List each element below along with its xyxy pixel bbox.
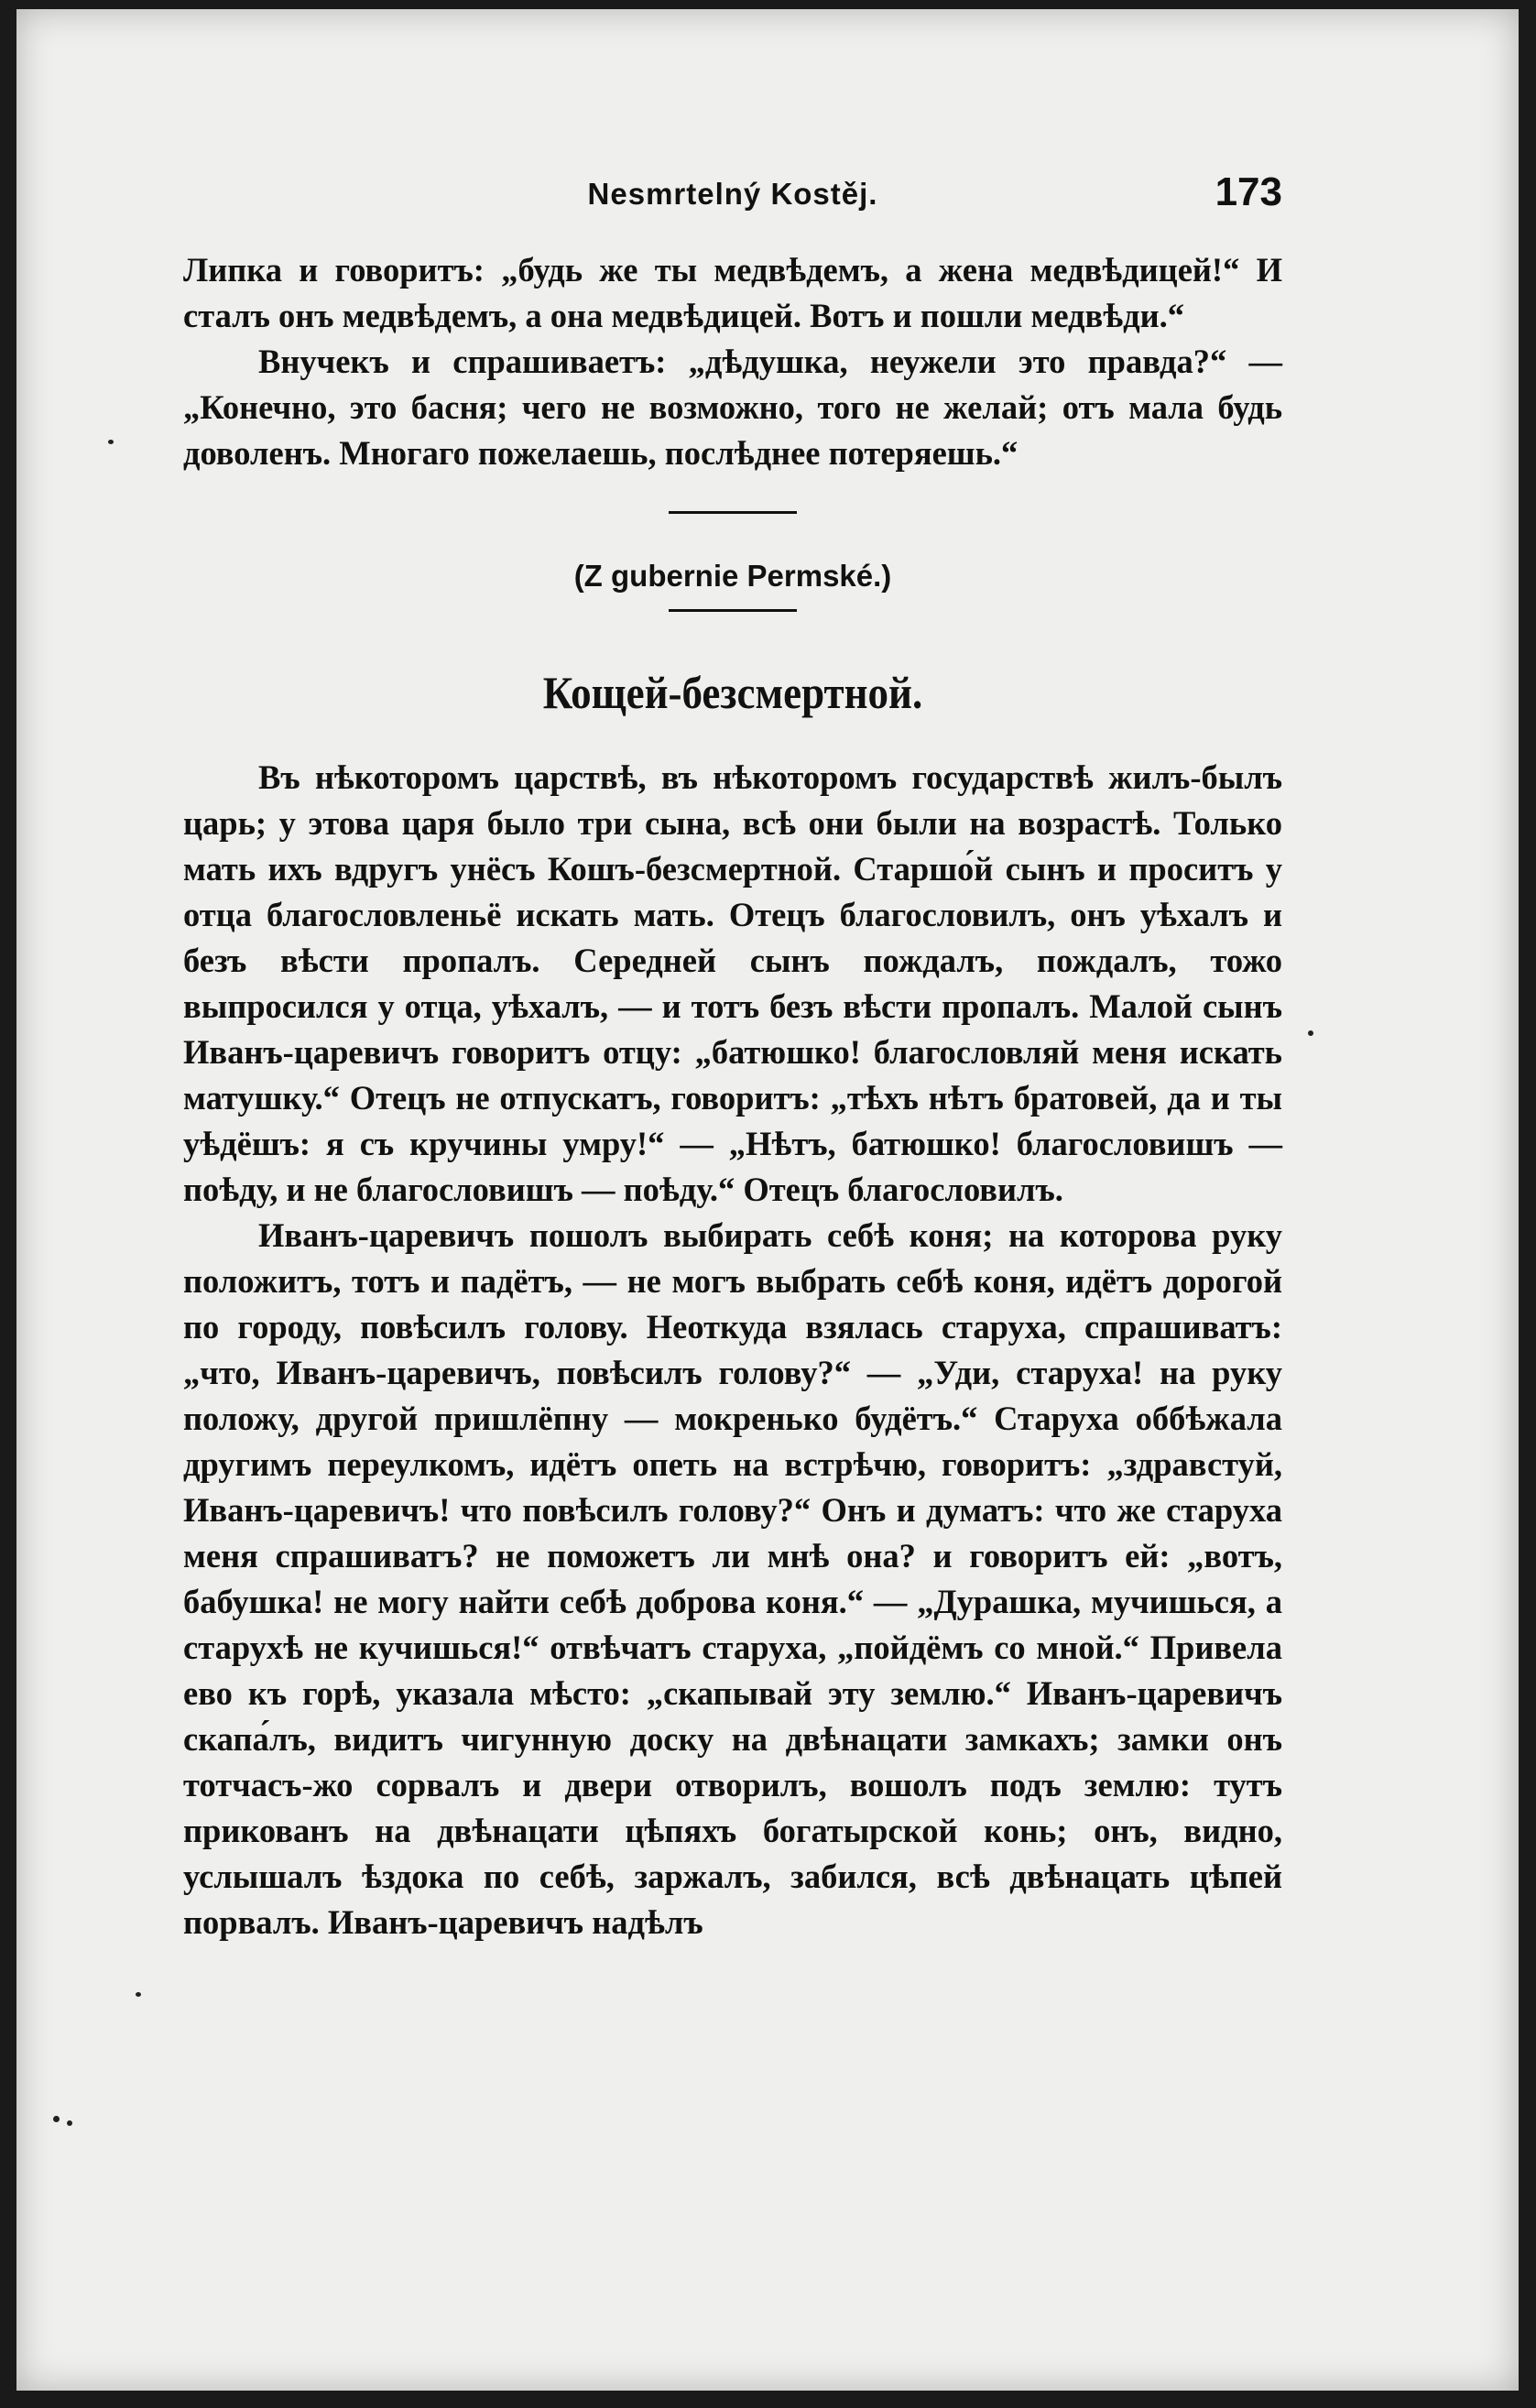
page-number: 173 [1215, 169, 1282, 214]
tale-title: Кощей-безсмертной. [542, 667, 923, 718]
intro-paragraph: Липка и говоритъ: „будь же ты медвѣдемъ, а жена медвѣдицей!“ И сталъ онъ медвѣдемъ, а она медвѣдицей. Вотъ и пошли медвѣди.“ [183, 251, 1282, 334]
intro-paragraph: Внучекъ и спрашиваетъ: „дѣдушка, неужели это правда?“ — „Конечно, это басня; чего не возможно, того не желай; отъ мала будь доволенъ. Многаго пожелаешь, послѣднее потеряешь.“ [183, 343, 1282, 472]
page-content [183, 169, 1282, 1945]
running-head [183, 169, 1282, 224]
ink-spot [108, 440, 114, 444]
divider-rule [669, 511, 797, 514]
ink-spot [136, 1992, 141, 1997]
ink-spot [1308, 1030, 1313, 1036]
ink-spot [67, 2120, 72, 2126]
tale-paragraph: Въ нѣкоторомъ царствѣ, въ нѣкоторомъ государствѣ жилъ-былъ царь; у этова царя было три сына, всѣ они были на возрастѣ. Только мать ихъ вдругъ унёсъ Кошъ-безсмертной. Старшо́й сынъ и проситъ у отца благословленьё искать мать. Отецъ благословилъ, онъ уѣхалъ и безъ вѣсти пропалъ. Середней сынъ пождалъ, пождалъ, тожо выпросился у отца, уѣхалъ, — и тотъ безъ вѣсти пропалъ. Малой сынъ Иванъ-царевичъ говоритъ отцу: „батюшко! благословляй меня искать матушку.“ Отецъ не отпускатъ, говоритъ: „тѣхъ нѣтъ братовей, да и ты уѣдёшъ: я съ кручины умру!“ — „Нѣтъ, батюшко! благословишъ — поѣду, и не благословишъ — поѣду.“ Отецъ благословилъ. [183, 758, 1282, 1208]
ink-spot [53, 2116, 60, 2122]
divider-rule [669, 609, 797, 612]
source-note: (Z gubernie Permské.) [573, 559, 892, 593]
running-title: Nesmrtelný Kostěj. [587, 177, 878, 211]
tale-paragraph: Иванъ-царевичъ пошолъ выбирать себѣ коня; на которова руку положитъ, тотъ и падётъ, — не могъ выбрать себѣ коня, идётъ дорогой по городу, повѣсилъ голову. Неоткуда взялась старуха, спрашиватъ: „что, Иванъ-царевичъ, повѣсилъ голову?“ — „Уди, старуха! на руку положу, другой пришлёпну — мокренько будётъ.“ Старуха оббѣжала другимъ переулкомъ, идётъ опеть на встрѣчю, говоритъ: „здравстуй, Иванъ-царевичъ! что повѣсилъ голову?“ Онъ и думатъ: что же старуха меня спрашиватъ? не поможетъ ли мнѣ она? и говоритъ ей: „вотъ, бабушка! не могу найти себѣ доброва коня.“ — „Дурашка, мучишься, а старухѣ не кучишься!“ отвѣчатъ старуха, „пойдёмъ со мной.“ Привела ево къ горѣ, указала мѣсто: „скапывай эту землю.“ Иванъ-царевичъ скапа́лъ, видитъ чигунную доску на двѣнацати замкахъ; замки онъ тотчасъ-жо сорвалъ и двери отворилъ, вошолъ подъ землю: тутъ прикованъ на двѣнацати цѣпяхъ богатырской конь; онъ, видно, услышалъ ѣздока по себѣ, заржалъ, забился, всѣ двѣнацать цѣпей порвалъ. Иванъ-царевичъ надѣлъ [183, 1216, 1282, 1941]
